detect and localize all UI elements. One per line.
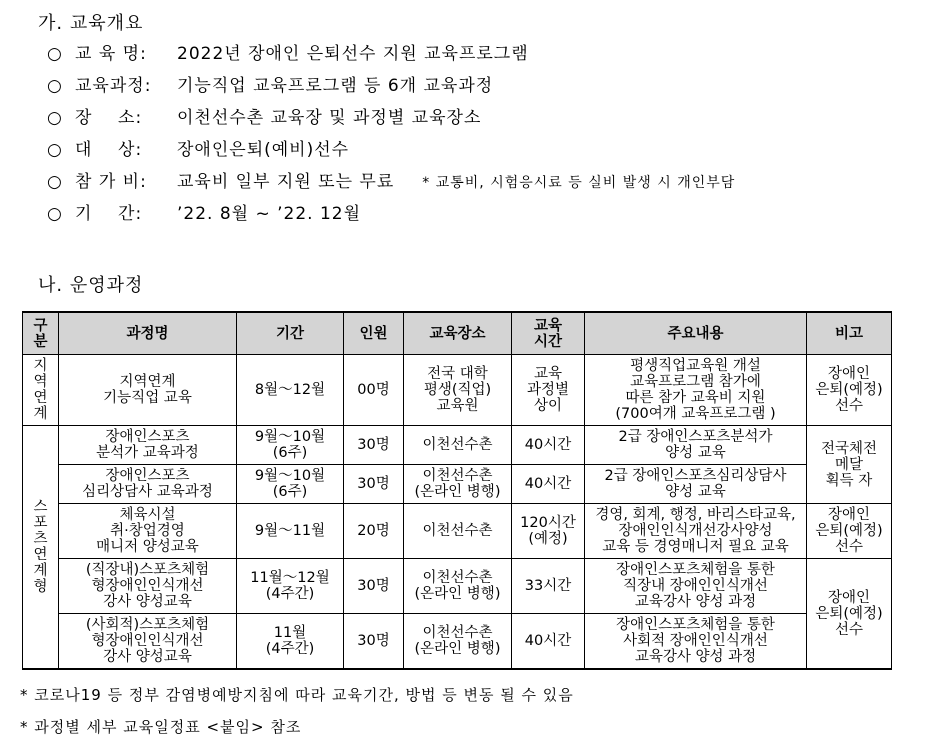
- place-cell: 전국 대학 평생(직업) 교육원: [404, 355, 512, 426]
- header-remark: 비고: [807, 312, 892, 355]
- overview-value: 이천선수촌 교육장 및 과정별 교육장소: [177, 108, 482, 128]
- place-cell: 이천선수촌 (온라인 병행): [404, 614, 512, 670]
- category-cell: 지 역 연 계: [23, 355, 59, 426]
- bullet-circle-icon: ○: [47, 44, 63, 64]
- footnote: * 코로나19 등 정부 감염병예방지침에 따라 교육기간, 방법 등 변동 될 수 있음: [20, 686, 574, 704]
- bullet-circle-icon: ○: [47, 140, 63, 160]
- overview-label: 장 소:: [75, 108, 143, 128]
- table-row: [23, 504, 892, 559]
- overview-item-target: [47, 137, 735, 169]
- bullet-circle-icon: ○: [47, 76, 63, 96]
- course-cell: (직장내)스포츠체험 형장애인인식개선 강사 양성교육: [59, 559, 237, 614]
- header-content: 주요내용: [585, 312, 807, 355]
- section-title-courses: 나. 운영과정: [38, 275, 144, 296]
- hours-cell: 40시간: [512, 426, 585, 465]
- place-cell: 이천선수촌: [404, 504, 512, 559]
- course-cell: 장애인스포츠 분석가 교육과정: [59, 426, 237, 465]
- people-cell: 30명: [344, 465, 404, 504]
- header-period: 기간: [237, 312, 344, 355]
- table-row: [23, 426, 892, 465]
- period-cell: 9월～11월: [237, 504, 344, 559]
- content-cell: 평생직업교육원 개설 교육프로그램 참가에 따른 참가 교육비 지원 (700여개 교육프로그램 ): [585, 355, 807, 426]
- overview-item-fee: [47, 169, 735, 201]
- place-cell: 이천선수촌: [404, 426, 512, 465]
- table-row: [23, 614, 892, 670]
- overview-item-period: [47, 201, 735, 233]
- period-cell: 9월～10월 (6주): [237, 465, 344, 504]
- hours-cell: 120시간 (예정): [512, 504, 585, 559]
- table-row: [23, 465, 892, 504]
- header-category: 구 분: [23, 312, 59, 355]
- header-course: 과정명: [59, 312, 237, 355]
- overview-item-place: [47, 105, 735, 137]
- overview-label: 기 간:: [75, 204, 143, 224]
- overview-value: 2022년 장애인 은퇴선수 지원 교육프로그램: [177, 44, 529, 64]
- section-title-overview: 가. 교육개요: [38, 13, 144, 34]
- content-cell: 경영, 회계, 행정, 바리스타교육, 장애인인식개선강사양성 교육 등 경영매니저 필요 교육: [585, 504, 807, 559]
- overview-list: [47, 41, 735, 233]
- table-row: [23, 355, 892, 426]
- people-cell: 30명: [344, 426, 404, 465]
- overview-label: 교육과정:: [75, 76, 152, 96]
- header-people: 인원: [344, 312, 404, 355]
- course-cell: 체육시설 취·창업경영 매니저 양성교육: [59, 504, 237, 559]
- overview-item-course: [47, 73, 735, 105]
- bullet-circle-icon: ○: [47, 204, 63, 224]
- content-cell: 장애인스포츠체험을 통한 직장내 장애인인식개선 교육강사 양성 과정: [585, 559, 807, 614]
- hours-cell: 33시간: [512, 559, 585, 614]
- remark-cell: 장애인 은퇴(예정) 선수: [807, 355, 892, 426]
- remark-cell: 장애인 은퇴(예정) 선수: [807, 559, 892, 670]
- period-cell: 9월～10월 (6주): [237, 426, 344, 465]
- overview-value: ’22. 8월 ~ ’22. 12월: [177, 204, 362, 224]
- overview-value: 기능직업 교육프로그램 등 6개 교육과정: [177, 76, 494, 96]
- footnote: * 과정별 세부 교육일정표 <붙임> 참조: [20, 718, 302, 736]
- period-cell: 8월～12월: [237, 355, 344, 426]
- overview-label: 대 상:: [75, 140, 143, 160]
- content-cell: 2급 장애인스포츠심리상담사 양성 교육: [585, 465, 807, 504]
- overview-label: 교 육 명:: [75, 44, 147, 64]
- period-cell: 11월 (4주간): [237, 614, 344, 670]
- place-cell: 이천선수촌 (온라인 병행): [404, 559, 512, 614]
- header-hours: 교육 시간: [512, 312, 585, 355]
- course-cell: (사회적)스포츠체험 형장애인인식개선 강사 양성교육: [59, 614, 237, 670]
- overview-value: 장애인은퇴(예비)선수: [177, 140, 350, 160]
- table-header-row: [23, 312, 892, 355]
- people-cell: 20명: [344, 504, 404, 559]
- period-cell: 11월～12월 (4주간): [237, 559, 344, 614]
- course-table: [22, 311, 892, 670]
- course-cell: 장애인스포츠 심리상담사 교육과정: [59, 465, 237, 504]
- bullet-circle-icon: ○: [47, 108, 63, 128]
- remark-cell: 전국체전 메달 획득 자: [807, 426, 892, 504]
- content-cell: 2급 장애인스포츠분석가 양성 교육: [585, 426, 807, 465]
- people-cell: 30명: [344, 559, 404, 614]
- hours-cell: 40시간: [512, 614, 585, 670]
- hours-cell: 40시간: [512, 465, 585, 504]
- course-cell: 지역연계 기능직업 교육: [59, 355, 237, 426]
- fee-note: * 교통비, 시험응시료 등 실비 발생 시 개인부담: [422, 175, 736, 191]
- place-cell: 이천선수촌 (온라인 병행): [404, 465, 512, 504]
- bullet-circle-icon: ○: [47, 172, 63, 192]
- people-cell: 30명: [344, 614, 404, 670]
- header-place: 교육장소: [404, 312, 512, 355]
- people-cell: 00명: [344, 355, 404, 426]
- hours-cell: 교육 과정별 상이: [512, 355, 585, 426]
- overview-label: 참 가 비:: [75, 172, 147, 192]
- overview-item-name: [47, 41, 735, 73]
- overview-value: 교육비 일부 지원 또는 무료: [177, 172, 395, 192]
- table-row: [23, 559, 892, 614]
- category-cell: 스 포 츠 연 계 형: [23, 426, 59, 670]
- content-cell: 장애인스포츠체험을 통한 사회적 장애인인식개선 교육강사 양성 과정: [585, 614, 807, 670]
- remark-cell: 장애인 은퇴(예정) 선수: [807, 504, 892, 559]
